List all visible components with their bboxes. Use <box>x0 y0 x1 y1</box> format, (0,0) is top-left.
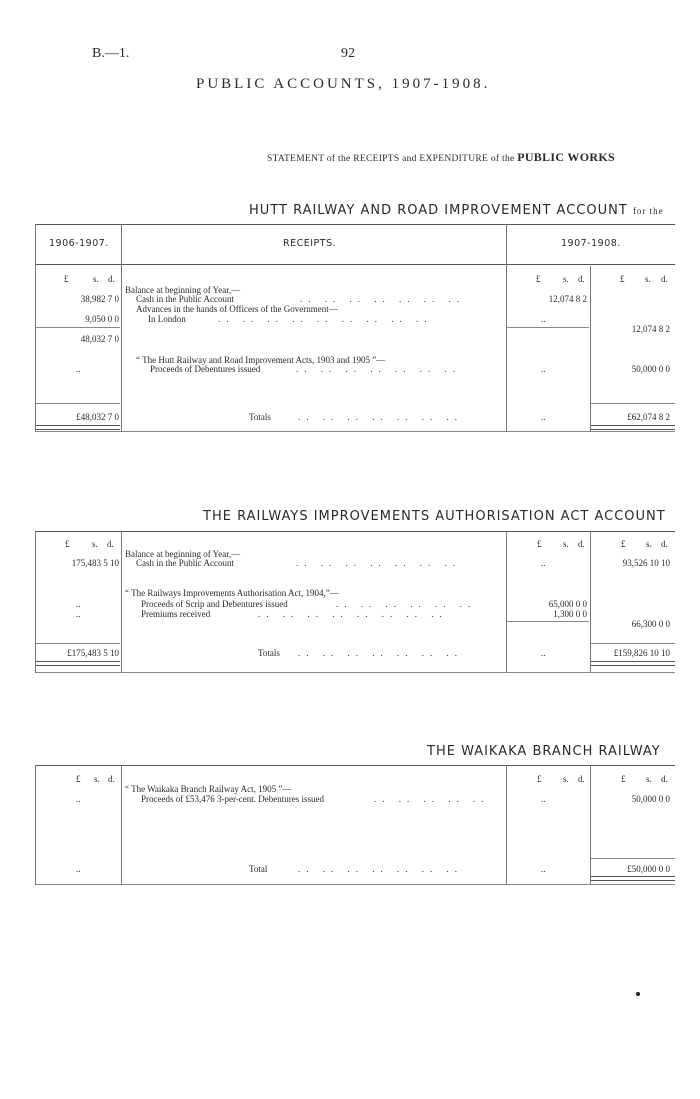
hutt-acts-mid: .. <box>541 364 546 374</box>
waikaka-proceeds-label: Proceeds of £53,476 3-per-cent. Debentures issued <box>141 794 325 804</box>
railways-double-rule-cur <box>591 661 675 666</box>
hutt-unit-d-1: d. <box>108 274 115 284</box>
hutt-acts-label: “ The Hutt Railway and Road Improvement Acts, 1903 and 1905 ”— <box>136 355 386 365</box>
hutt-acts-cur: 50,000 0 0 <box>631 364 670 374</box>
hutt-subtotal-cur: 12,074 8 2 <box>631 324 670 334</box>
ink-dot <box>636 992 640 996</box>
hutt-adv-leaders: .. .. .. .. .. .. .. .. .. <box>218 314 433 324</box>
waikaka-unit-pound-3: £ <box>621 774 626 784</box>
railways-totals-rule-prev <box>36 643 120 644</box>
hutt-divider-2 <box>506 224 507 432</box>
hutt-adv-cur: .. <box>541 314 546 324</box>
hutt-adv-label: Advances in the hands of Officers of the Government— <box>136 304 338 314</box>
waikaka-unit-s-1: s. <box>94 774 100 784</box>
hutt-cash-prev: 38,982 7 0 <box>80 294 119 304</box>
railways-prem-prev: .. <box>76 609 81 619</box>
hutt-cash-leaders: .. .. .. .. .. .. .. <box>300 294 465 304</box>
hutt-acts-label2: Proceeds of Debentures issued <box>150 364 261 374</box>
hutt-unit-pound-3: £ <box>620 274 625 284</box>
hutt-title-text: HUTT RAILWAY AND ROAD IMPROVEMENT ACCOUNT <box>249 203 628 218</box>
waikaka-total-prev: .. <box>76 864 81 874</box>
hutt-subtotal-prev: 48,032 7 0 <box>80 334 119 344</box>
railways-prem-label: Premiums received <box>141 609 211 619</box>
railways-unit-d-1: d. <box>107 539 114 549</box>
railways-cash-prev: 175,483 5 10 <box>71 558 119 568</box>
statement-heading <box>267 150 615 165</box>
railways-totals-label: Totals <box>258 648 280 658</box>
hutt-unit-d-2: d. <box>578 274 585 284</box>
waikaka-bottom-rule <box>35 884 675 885</box>
waikaka-total-cur: £50,000 0 0 <box>627 864 670 874</box>
railways-unit-d-2: d. <box>578 539 585 549</box>
hutt-double-rule-cur <box>591 425 675 430</box>
railways-totals-rule-cur <box>591 643 675 644</box>
waikaka-divider-2 <box>506 765 507 885</box>
waikaka-divider-1 <box>121 765 122 885</box>
waikaka-unit-pound-1: £ <box>76 774 81 784</box>
hutt-totals-leaders: .. .. .. .. .. .. .. <box>298 412 463 422</box>
hutt-divider-3 <box>590 266 591 432</box>
hutt-col-1906: 1906-1907. <box>49 238 109 249</box>
waikaka-total-label: Total <box>249 864 268 874</box>
railways-scrip-prev: .. <box>76 599 81 609</box>
railways-unit-s-2: s. <box>563 539 569 549</box>
hutt-unit-s-3: s. <box>645 274 651 284</box>
hutt-acts-leaders: .. .. .. .. .. .. .. <box>296 364 461 374</box>
hutt-title-suffix: for the <box>632 206 664 216</box>
hutt-totals-rule-cur <box>591 403 675 404</box>
waikaka-unit-pound-2: £ <box>537 774 542 784</box>
hutt-cash-label: Cash in the Public Account <box>136 294 234 304</box>
waikaka-account-title: THE WAIKAKA BRANCH RAILWAY <box>427 744 661 759</box>
hutt-header-rule <box>35 264 675 265</box>
statement-bold: PUBLIC WORKS <box>517 150 615 164</box>
hutt-unit-s-2: s. <box>563 274 569 284</box>
hutt-bottom-rule <box>35 431 675 432</box>
hutt-divider-1 <box>121 224 122 432</box>
railways-unit-pound-2: £ <box>537 539 542 549</box>
railways-cash-cur: 93,526 10 10 <box>622 558 670 568</box>
waikaka-proceeds-prev: .. <box>76 794 81 804</box>
railways-scrip-leaders: .. .. .. .. .. .. <box>336 599 477 609</box>
hutt-unit-pound-1: £ <box>64 274 69 284</box>
railways-unit-pound-3: £ <box>621 539 626 549</box>
waikaka-unit-d-3: d. <box>661 774 668 784</box>
railways-prem-mid: 1,300 0 0 <box>553 609 587 619</box>
railways-cash-leaders: .. .. .. .. .. .. .. <box>296 558 461 568</box>
railways-divider-2 <box>506 531 507 673</box>
hutt-unit-pound-2: £ <box>536 274 541 284</box>
hutt-totals-mid: .. <box>541 412 546 422</box>
railways-scrip-mid: 65,000 0 0 <box>548 599 587 609</box>
hutt-acts-prev: .. <box>76 364 81 374</box>
waikaka-proceeds-mid: .. <box>541 794 546 804</box>
waikaka-left-border <box>35 765 36 885</box>
waikaka-unit-s-3: s. <box>646 774 652 784</box>
railways-prem-leaders: .. .. .. .. .. .. .. .. <box>258 609 448 619</box>
hutt-totals-label: Totals <box>249 412 271 422</box>
hutt-adv-label2: In London <box>148 314 186 324</box>
railways-scrip-label: Proceeds of Scrip and Debentures issued <box>141 599 288 609</box>
waikaka-act-label: “ The Waikaka Branch Railway Act, 1905 ”— <box>125 784 292 794</box>
hutt-subtotal-rule-prev <box>36 327 120 328</box>
railways-totals-prev: £175,483 5 10 <box>67 648 119 658</box>
railways-unit-s-1: s. <box>92 539 98 549</box>
waikaka-double-rule-cur <box>591 876 675 881</box>
railways-subtotal-rule <box>507 621 589 622</box>
railways-act-label: “ The Railways Improvements Authorisation Act, 1904,”— <box>125 588 339 598</box>
hutt-col-receipts: RECEIPTS. <box>283 238 337 249</box>
hutt-subtotal-rule-cur <box>507 327 589 328</box>
page-title: PUBLIC ACCOUNTS, 1907-1908. <box>196 76 491 92</box>
hutt-balance-label: Balance at beginning of Year,— <box>125 285 241 295</box>
waikaka-unit-d-1: d. <box>108 774 115 784</box>
waikaka-unit-s-2: s. <box>563 774 569 784</box>
railways-top-rule <box>35 531 675 532</box>
hutt-account-title <box>249 203 664 218</box>
railways-unit-d-3: d. <box>661 539 668 549</box>
waikaka-top-rule <box>35 765 675 766</box>
railways-divider-1 <box>121 531 122 673</box>
page-number: 92 <box>341 46 355 61</box>
waikaka-divider-3 <box>590 765 591 885</box>
hutt-double-rule-prev <box>36 425 120 430</box>
hutt-totals-cur: £62,074 8 2 <box>627 412 670 422</box>
waikaka-unit-d-2: d. <box>578 774 585 784</box>
railways-totals-mid: .. <box>541 648 546 658</box>
waikaka-total-rule-cur <box>591 858 675 859</box>
railways-totals-leaders: .. .. .. .. .. .. .. <box>298 648 463 658</box>
hutt-unit-s-1: s. <box>93 274 99 284</box>
railways-unit-pound-1: £ <box>65 539 70 549</box>
waikaka-total-mid: .. <box>541 864 546 874</box>
hutt-col-1907: 1907-1908. <box>561 238 621 249</box>
railways-unit-s-3: s. <box>646 539 652 549</box>
railways-cash-label: Cash in the Public Account <box>136 558 234 568</box>
waikaka-proceeds-leaders: .. .. .. .. .. <box>374 794 490 804</box>
railways-balance-label: Balance at beginning of Year,— <box>125 549 241 559</box>
statement-prefix: STATEMENT of the RECEIPTS and EXPENDITURE of the <box>267 154 515 164</box>
railways-bottom-rule <box>35 672 675 673</box>
waikaka-proceeds-cur: 50,000 0 0 <box>631 794 670 804</box>
hutt-adv-prev: 9,050 0 0 <box>85 314 119 324</box>
railways-totals-cur: £159,826 10 10 <box>613 648 670 658</box>
railways-cash-mid: .. <box>541 558 546 568</box>
hutt-unit-d-3: d. <box>661 274 668 284</box>
waikaka-total-leaders: .. .. .. .. .. .. .. <box>298 864 463 874</box>
document-reference: B.—1. <box>92 46 130 61</box>
railways-sub-cur: 66,300 0 0 <box>631 619 670 629</box>
hutt-top-rule <box>35 224 675 225</box>
railways-divider-3 <box>590 531 591 673</box>
hutt-left-border <box>35 224 36 432</box>
railways-account-title: THE RAILWAYS IMPROVEMENTS AUTHORISATION ACT ACCOUNT <box>203 509 666 524</box>
railways-double-rule-prev <box>36 661 120 666</box>
hutt-totals-rule-prev <box>36 403 120 404</box>
hutt-cash-cur: 12,074 8 2 <box>548 294 587 304</box>
hutt-totals-prev: £48,032 7 0 <box>76 412 119 422</box>
